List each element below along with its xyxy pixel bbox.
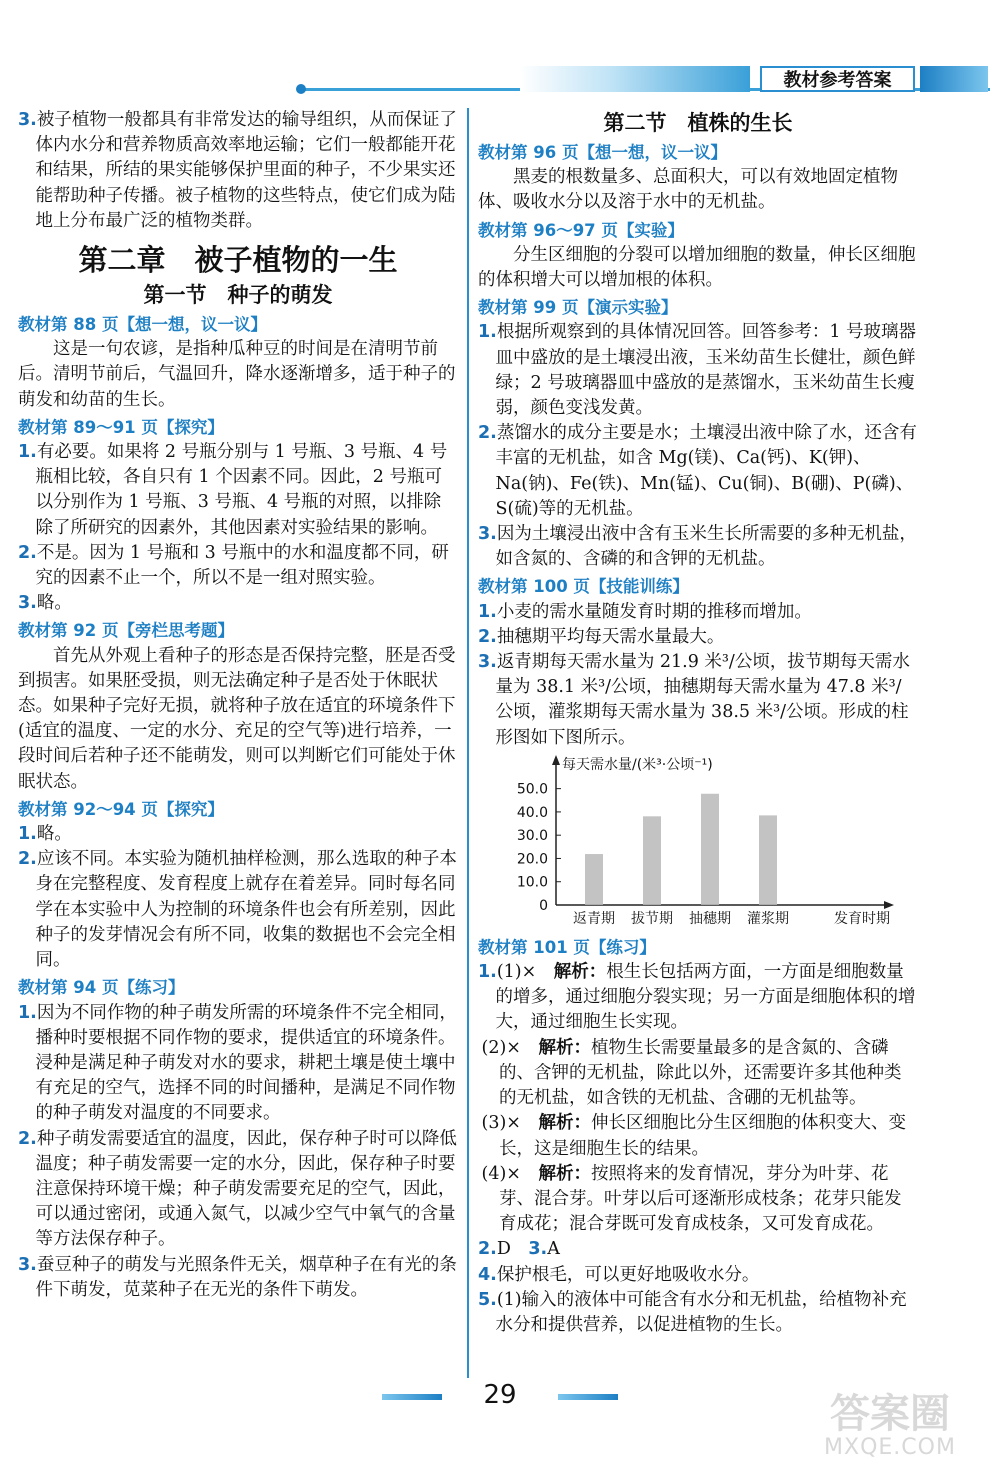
answer-paragraph: 首先从外观上看种子的形态是否保持完整，胚是否受到损害。如果胚受损，则无法确定种子是否处于休眠状态。如果种子完好无损，就将种子放在适宜的环境条件下(适宜的温度、一定的水分、充足的空气等)进行培养，一段时间后若种子还不能萌发，则可以判断它们可能处于休眠状态。 bbox=[18, 645, 456, 792]
y-tick-label: 20.0 bbox=[516, 851, 548, 868]
right-column bbox=[478, 108, 918, 1338]
answer-item: 1.根据所观察到的具体情况回答。回答参考：1 号玻璃器皿中盛放的是土壤浸出液，玉米幼苗生长健壮，颜色鲜绿；2 号玻璃器皿中盛放的是蒸馏水，玉米幼苗生长瘦弱，颜色变浅发黄。 bbox=[478, 322, 917, 419]
answer-paragraph: 这是一句农谚，是指种瓜种豆的时间是在清明节前后。清明节前后，气温回升，降水逐渐增多，适于种子的萌发和幼苗的生长。 bbox=[18, 339, 456, 410]
answer-item: 2.D 3.A bbox=[478, 1239, 560, 1260]
answer-item: 4.保护根毛，可以更好地吸收水分。 bbox=[478, 1264, 760, 1285]
y-tick-label: 50.0 bbox=[516, 781, 548, 798]
textbook-reference: 教材第 92 页【旁栏思考题】 bbox=[18, 621, 234, 641]
y-axis-label: 每天需水量/(米³·公顷⁻¹) bbox=[562, 756, 713, 773]
answer-item: 3.被子植物一般都具有非常发达的输导组织，从而保证了体内水分和营养物质高效率地运输；它们一般都能开花和结果，所结的果实能够保护里面的种子，不少果实还能帮助种子传播。被子植物的这些特点，使它们成为陆地上分布最广泛的植物类群。 bbox=[18, 110, 457, 231]
answer-item: 3.返青期每天需水量为 21.9 米³/公顷，拔节期每天需水量为 38.1 米³/公顷，抽穗期每天需水量为 47.8 米³/公顷，灌浆期每天需水量为 38.5 米³/公顷。形成的柱形图如下图所示。 bbox=[478, 652, 910, 748]
column-divider bbox=[467, 108, 469, 1378]
answer-paragraph: 黑麦的根数量多、总面积大，可以有效地固定植物体、吸收水分以及溶于水中的无机盐。 bbox=[478, 167, 898, 213]
page-number: 29 bbox=[483, 1380, 517, 1410]
textbook-reference: 教材第 92～94 页【探究】 bbox=[18, 799, 224, 819]
answer-item: 2.不是。因为 1 号瓶和 3 号瓶中的水和温度都不同，研究的因素不止一个，所以不是一组对照实验。 bbox=[18, 542, 449, 589]
textbook-reference: 教材第 89～91 页【探究】 bbox=[18, 417, 224, 437]
chapter-title: 第二章 被子植物的一生 bbox=[78, 243, 398, 278]
answer-item: 1.小麦的需水量随发育时期的推移而增加。 bbox=[478, 601, 812, 622]
answer-item: 1.(1)× 解析：根生长包括两方面，一方面是细胞数量的增多，通过细胞分裂实现；另一方面是细胞体积的增大，通过细胞生长实现。 bbox=[478, 962, 916, 1033]
answer-item: 1.有必要。如果将 2 号瓶分别与 1 号瓶、3 号瓶、4 号瓶相比较，各自只有 1 个因素不同。因此，2 号瓶可以分别作为 1 号瓶、3 号瓶、4 号瓶的对照，以排除除了所研究的因素外，其他因素对实验结果的影响。 bbox=[18, 442, 448, 538]
bar-chart-svg bbox=[478, 755, 918, 933]
water-demand-chart bbox=[478, 755, 918, 933]
left-column bbox=[18, 108, 458, 1303]
answer-item: 2.抽穗期平均每天需水量最大。 bbox=[478, 626, 725, 647]
watermark-logo: 答案圈 MXQE.COM bbox=[824, 1391, 956, 1460]
y-tick-label: 40.0 bbox=[516, 804, 548, 821]
section-title: 第一节 种子的萌发 bbox=[143, 283, 333, 308]
x-tick-label: 返青期 bbox=[573, 910, 615, 927]
x-axis-arrow bbox=[884, 901, 894, 909]
bar bbox=[759, 815, 777, 905]
section-title: 第二节 植株的生长 bbox=[603, 111, 793, 135]
x-tick-label: 灌浆期 bbox=[747, 910, 789, 927]
answer-subitem: (2)× 解析：植物生长需要量最多的是含氮的、含磷的、含钾的无机盐，除此以外，还需要许多其他种类的无机盐，如含铁的无机盐、含硼的无机盐等。 bbox=[481, 1037, 902, 1109]
y-tick-label: 10.0 bbox=[516, 874, 548, 891]
header-gradient-band bbox=[520, 66, 750, 92]
answer-item: 2.种子萌发需要适宜的温度，因此，保存种子时可以降低温度；种子萌发需要一定的水分，因此，保存种子时要注意保持环境干燥；种子萌发需要充足的空气，因此，可以通过密闭，或通入氮气，以减少空气中氧气的含量等方法保存种子。 bbox=[18, 1128, 457, 1250]
bar bbox=[643, 816, 661, 905]
y-tick-label: 0 bbox=[539, 897, 548, 914]
answer-item: 1.略。 bbox=[18, 824, 72, 845]
footer-decoration-right bbox=[558, 1394, 618, 1400]
bar bbox=[585, 854, 603, 905]
y-axis-arrow bbox=[552, 755, 560, 765]
y-tick-label: 30.0 bbox=[516, 828, 548, 845]
answer-item: 2.应该不同。本实验为随机抽样检测，那么选取的种子本身在完整程度、发育程度上就存在着差异。同时每名同学在本实验中人为控制的环境条件也会有所差别，因此种子的发芽情况会有所不同，收集的数据也不会完全相同。 bbox=[18, 849, 457, 971]
textbook-reference: 教材第 101 页【练习】 bbox=[478, 937, 656, 957]
x-tick-label: 抽穗期 bbox=[689, 910, 731, 927]
header-title: 教材参考答案 bbox=[760, 66, 915, 92]
answer-item: 2.蒸馏水的成分主要是水；土壤浸出液中除了水，还含有丰富的无机盐，如含 Mg(镁)、Ca(钙)、K(钾)、Na(钠)、Fe(铁)、Mn(锰)、Cu(铜)、B(硼)、P(磷)、S(硫)等的无机盐。 bbox=[478, 423, 917, 519]
answer-subitem: (4)× 解析：按照将来的发育情况，芽分为叶芽、花芽、混合芽。叶芽以后可逐渐形成枝条；花芽只能发育成花；混合芽既可发育成枝条，又可发育成花。 bbox=[481, 1163, 902, 1235]
answer-item: 5.(1)输入的液体中可能含有水分和无机盐，给植物补充水分和提供营养，以促进植物的生长。 bbox=[478, 1289, 907, 1335]
header-block bbox=[920, 66, 988, 92]
answer-item: 3.蚕豆种子的萌发与光照条件无关，烟草种子在有光的条件下萌发，苋菜种子在无光的条件下萌发。 bbox=[18, 1254, 457, 1300]
answer-subitem: (3)× 解析：伸长区细胞比分生区细胞的体积变大、变长，这是细胞生长的结果。 bbox=[481, 1113, 906, 1159]
textbook-reference: 教材第 96～97 页【实验】 bbox=[478, 220, 684, 240]
x-tick-label: 拔节期 bbox=[631, 910, 673, 927]
textbook-reference: 教材第 88 页【想一想，议一议】 bbox=[18, 315, 267, 335]
header-dot bbox=[296, 84, 306, 94]
textbook-reference: 教材第 94 页【练习】 bbox=[18, 978, 185, 998]
textbook-reference: 教材第 100 页【技能训练】 bbox=[478, 577, 689, 597]
bar bbox=[701, 794, 719, 905]
x-axis-label: 发育时期 bbox=[834, 910, 890, 927]
answer-item: 1.因为不同作物的种子萌发所需的环境条件不完全相同，播种时要根据不同作物的要求，提供适宜的环境条件。浸种是满足种子萌发对水的要求，耕耙土壤是使土壤中有充足的空气，选择不同的时间播种，是满足不同作物的种子萌发对温度的不同要求。 bbox=[18, 1002, 457, 1124]
answer-paragraph: 分生区细胞的分裂可以增加细胞的数量，伸长区细胞的体积增大可以增加根的体积。 bbox=[478, 244, 916, 291]
answer-item: 3.略。 bbox=[18, 593, 72, 614]
textbook-reference: 教材第 99 页【演示实验】 bbox=[478, 298, 678, 318]
textbook-reference: 教材第 96 页【想一想，议一议】 bbox=[478, 143, 727, 162]
answer-item: 3.因为土壤浸出液中含有玉米生长所需要的多种无机盐，如含氮的、含磷的和含钾的无机盐。 bbox=[478, 524, 917, 570]
